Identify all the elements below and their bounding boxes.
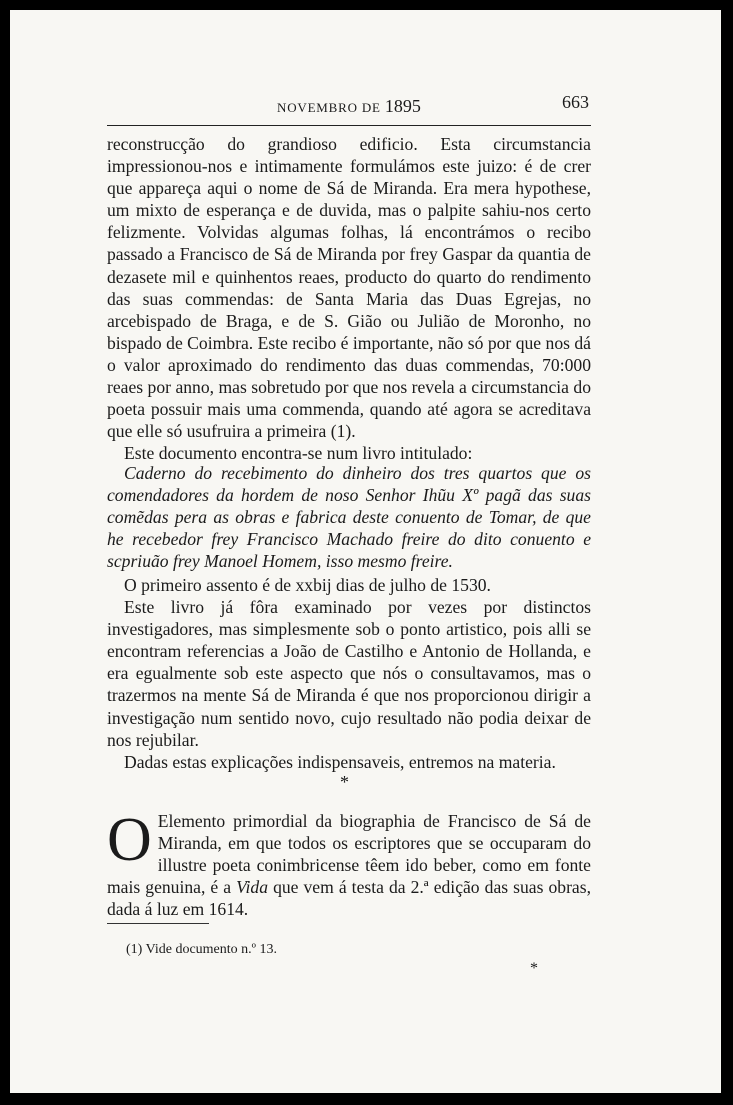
section-text-1: Elemento primordial da biographia de Francisco de Sá de Miranda, em que todos os escriptores que se occuparam do illustre poeta conimbricense têem ido beber, como em fonte mais genuina, é a — [107, 811, 591, 897]
book-page: NOVEMBRO DE 1895 663 reconstrucção do grandioso edificio. Esta circumstancia impressionou-nos e intimamente formulámos este juizo: é de crer que appareça aqui o nome de Sá de Miranda. Era mera hypothese, um mixto de esperança e de duvida, mas o palpite sahiu-nos certo felizmente. Volvidas algumas folhas, lá encontrámos o recibo passado a Francisco de Sá de Miranda por frey Gaspar da quantia de dezasete mil e quinhentos reaes, producto do quarto do rendimento das suas commendas: de Santa Maria das Duas Egrejas, no arcebispado de Braga, e de S. Gião ou Julião de Moronho, no bispado de Coimbra. Este recibo é importante, não só por que nos dá o valor aproximado do rendimento das duas commendas, 70:000 reaes por anno, mas sobretudo por que nos revela a circumstancia do poeta possuir mais uma commenda, quando até agora se acreditava que elle só usufruira a primeira (1). Este documento encontra-se num livro intitulado: Caderno do recebimento do dinheiro dos tres quartos que os comendadores da hordem de noso Senhor Ihũu Xº pagã das suas comẽdas pera as obras e fabrica deste conuento de Tomar, de que he recebedor frey Francisco Machado freire do dito conuento e scpriuão frey Manoel Homem, isso mesmo freire. O primeiro assento é de xxbij dias de julho de 1530. Este livro já fôra examinado por vezes por distinctos investigadores, mas simplesmente sob o ponto artistico, pois alli se encontram referencias a João de Castilho e Antonio de Hollanda, e era egualmente sob este aspecto que nós o consultavamos, mas o trazermos na mente Sá de Miranda é que nos proporcionou dirigir a investigação num sentido novo, cujo resultado não podia deixar de nos rejubilar. Dadas estas explicações indispensaveis, entremos na materia. * O Elemento primordial da biographia de Francisco de Sá de Miranda, em que todos os escriptores que se occuparam do illustre poeta conimbricense têem ido beber, como em fonte mais genuina, é a Vida que vem á testa da 2.ª edição das suas obras, dada á luz em 1614. (1) Vide documento n.º 13. * — [10, 10, 721, 1093]
after-quote-text — [107, 574, 591, 773]
running-title-text: NOVEMBRO DE — [277, 100, 381, 115]
bottom-mark: * — [530, 960, 538, 977]
footnote: (1) Vide documento n.º 13. — [126, 942, 277, 957]
page-header — [107, 92, 591, 118]
section-italic: Vida — [236, 877, 269, 897]
quoted-title-text: Caderno do recebimento do dinheiro dos tres quartos que os comendadores da hordem de noso Senhor Ihũu Xº pagã das suas comẽdas pera as obras e fabrica deste conuento de Tomar, de que he recebedor frey Francisco Machado freire do dito conuento e scpriuão frey Manoel Homem, isso mesmo freire. — [107, 463, 591, 571]
section-paragraph — [107, 806, 591, 920]
paragraph-1: reconstrucção do grandioso edificio. Esta circumstancia impressionou-nos e intimamente formulámos este juizo: é de crer que appareça aqui o nome de Sá de Miranda. Era mera hypothese, um mixto de esperança e de duvida, mas o palpite sahiu-nos certo felizmente. Volvidas algumas folhas, lá encontrámos o recibo passado a Francisco de Sá de Miranda por frey Gaspar da quantia de dezasete mil e quinhentos reaes, producto do quarto do rendimento das suas commendas: de Santa Maria das Duas Egrejas, no arcebispado de Braga, e de S. Gião ou Julião de Moronho, no bispado de Coimbra. Este recibo é importante, não só por que nos dá o valor aproximado do rendimento das duas commendas, 70:000 reaes por anno, mas sobretudo por que nos revela a circumstancia do poeta possuir mais uma commenda, quando até agora se acreditava que elle só usufruira a primeira (1). — [107, 134, 591, 442]
drop-cap: O — [107, 806, 152, 874]
section-opening — [107, 806, 591, 920]
footnote-rule — [107, 923, 209, 924]
header-rule — [107, 125, 591, 126]
body-text — [107, 133, 591, 464]
header-year: 1895 — [384, 96, 421, 116]
paragraph-3: O primeiro assento é de xxbij dias de julho de 1530. — [124, 575, 491, 595]
quoted-title — [107, 462, 591, 572]
paragraph-2: Este documento encontra-se num livro intitulado: — [124, 443, 473, 464]
running-title — [277, 96, 421, 117]
page-number: 663 — [562, 92, 589, 112]
paragraph-5: Dadas estas explicações indispensaveis, entremos na materia. — [124, 751, 556, 772]
paragraph-4: Este livro já fôra examinado por vezes por distinctos investigadores, mas simplesmente sob o ponto artistico, pois alli se encontram referencias a João de Castilho e Antonio de Hollanda, e era egualmente sob este aspecto que nós o consultavamos, mas o trazermos na mente Sá de Miranda é que nos proporcionou dirigir a investigação num sentido novo, cujo resultado não podia deixar de nos rejubilar. — [107, 597, 591, 750]
section-text-2: que vem á testa da 2.ª edição das suas obras, dada á luz em 1614. — [107, 877, 591, 919]
